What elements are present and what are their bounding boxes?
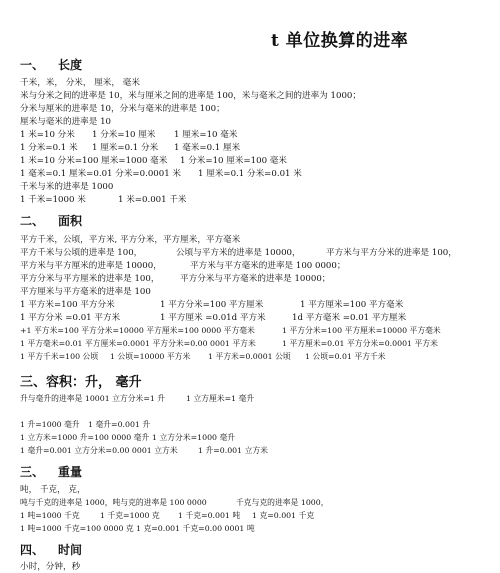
conversion-item: 1 平方厘米 =0.01d 平方米: [160, 313, 266, 323]
conversion-item: 1 吨=1000 千克=100 0000 克: [20, 524, 134, 533]
conversion-item: 1 平方分米 =0.01 平方米: [20, 313, 121, 323]
section-heading-length: [20, 56, 82, 73]
conversion-item: 1 分米=10 厘米: [92, 130, 156, 140]
conversion-item: 1 平方米=0.0001 公顷: [208, 352, 291, 361]
text-segment: 吨与千克的进率是 1000，吨与克的进率是 100 0000: [20, 498, 207, 507]
conversion-item: 1d 平方毫米 =0.01 平方厘米: [292, 313, 407, 323]
section-heading-weight: [20, 463, 82, 480]
conversion-item: 1 毫米=0.1 厘米=0.01 分米=0.0001 米: [20, 169, 182, 179]
conversion-item: 1 克=0.001 千克=0.00 0001 吨: [136, 524, 255, 533]
conversion-item: 1 厘米=0.1 分米: [92, 143, 159, 153]
section-number: 一、: [20, 58, 45, 72]
conversion-item: 1 平方千米=100 公顷: [20, 352, 99, 361]
section-label: 时间: [58, 543, 83, 557]
section-heading-time: [20, 541, 82, 558]
text-segment: 平方分米与平方毫米的进率是 10000；: [180, 274, 331, 284]
text-line: 平方厘米与平方毫米的进率是 100: [20, 287, 151, 297]
text-segment: 公顷与平方米的进率是 10000，: [176, 248, 301, 258]
conversion-item: 1 升=0.001 立方米: [198, 446, 268, 455]
document-title: t 单位换算的进率: [271, 31, 409, 51]
text-line: 厘米与毫米的进率是 10: [20, 117, 112, 127]
conversion-item: 1 毫升=0.001 立方分米=0.00 0001 立方米: [20, 446, 178, 455]
text-line: 米与分米之间的进率是 10，米与厘米之间的进率是 100，米与毫米之间的进率为 1000；: [20, 91, 361, 101]
conversion-item: 1 平方厘米=0.01 平方分米=0.0001 平方米: [282, 339, 438, 348]
section-label: 面积: [58, 214, 83, 228]
text-segment: 千克与克的进率是 1000，: [236, 498, 329, 507]
text-segment: 升与毫升的进率是 10001 立方分米=1 升: [20, 394, 166, 403]
text-line: 千米，米， 分米， 厘米， 毫米: [20, 78, 140, 88]
text-line: 千米与米的进率是 1000: [20, 182, 114, 192]
conversion-item: 1 公顷=0.01 平方千米: [305, 352, 386, 361]
text-segment: 1 立方厘米=1 毫升: [186, 394, 255, 403]
text-segment: 平方米与平方分米的进率是 100，: [326, 248, 457, 258]
text-segment: 平方米与平方毫米的进率是 100 0000；: [190, 261, 346, 271]
conversion-item: 1 立方分米=1000 毫升: [152, 433, 236, 442]
conversion-item: 1 千米=1000 米: [20, 195, 86, 205]
section-label: 长度: [58, 58, 83, 72]
conversion-item: 1 米=10 分米: [20, 130, 75, 140]
section-heading-area: [20, 212, 82, 229]
conversion-item: 1 千克=0.001 吨: [178, 511, 241, 520]
conversion-item: 1 毫米=0.1 厘米: [174, 143, 241, 153]
text-line: 平方千米，公顷，平方米, 平方分米，平方厘米，平方毫米: [20, 235, 241, 245]
conversion-item: 1 公顷=10000 平方米: [110, 352, 191, 361]
conversion-item: 1 厘米=0.1 分米=0.01 米: [198, 169, 302, 179]
conversion-item: 1 立方米=1000 升=100 0000 毫升: [20, 433, 150, 442]
conversion-item: 1 吨=1000 千克: [20, 511, 80, 520]
text-line: 分米与厘米的进率是 10，分米与毫米的进率是 100；: [20, 104, 225, 114]
conversion-item: 1 厘米=10 毫米: [174, 130, 238, 140]
conversion-item: +1 平方米=100 平方分米=10000 平方厘米=100 0000 平方毫米: [20, 326, 255, 335]
section-label: 重量: [58, 465, 83, 479]
conversion-item: 1 毫升=0.001 升: [88, 420, 151, 429]
conversion-item: 1 平方毫米=0.01 平方厘米=0.0001 平方分米=0.00 0001 平方米: [20, 339, 256, 348]
conversion-item: 1 米=0.001 千米: [118, 195, 187, 205]
section-heading-volume: 三、容积：升， 毫升: [20, 375, 142, 390]
conversion-item: 1 分米=0.1 米: [20, 143, 78, 153]
conversion-item: 1 升=1000 毫升: [20, 420, 80, 429]
text-segment: 平方米与平方厘米的进率是 10000，: [20, 261, 162, 271]
conversion-item: 1 平方米=100 平方分米: [20, 300, 115, 310]
conversion-item: 1 平方厘米=100 平方毫米: [300, 300, 404, 310]
text-line: 小时，分钟，秒: [20, 562, 81, 572]
conversion-item: 1 米=10 分米=100 厘米=1000 毫米: [20, 156, 168, 166]
section-number: 四、: [20, 543, 45, 557]
conversion-item: 1 平方分米=100 平方厘米=10000 平方毫米: [282, 326, 441, 335]
conversion-item: 1 千克=1000 克: [100, 511, 160, 520]
text-line: 吨， 千克， 克，: [20, 485, 86, 495]
conversion-item: 1 克=0.001 千克: [252, 511, 315, 520]
text-segment: 平方分米与平方厘米的进率是 100，: [20, 274, 160, 284]
section-number: 二、: [20, 214, 45, 228]
text-segment: 平方千米与公顷的进率是 100，: [20, 248, 143, 258]
conversion-item: 1 分米=10 厘米=100 毫米: [180, 156, 287, 166]
section-number: 三、: [20, 465, 45, 479]
conversion-item: 1 平方分米=100 平方厘米: [160, 300, 264, 310]
